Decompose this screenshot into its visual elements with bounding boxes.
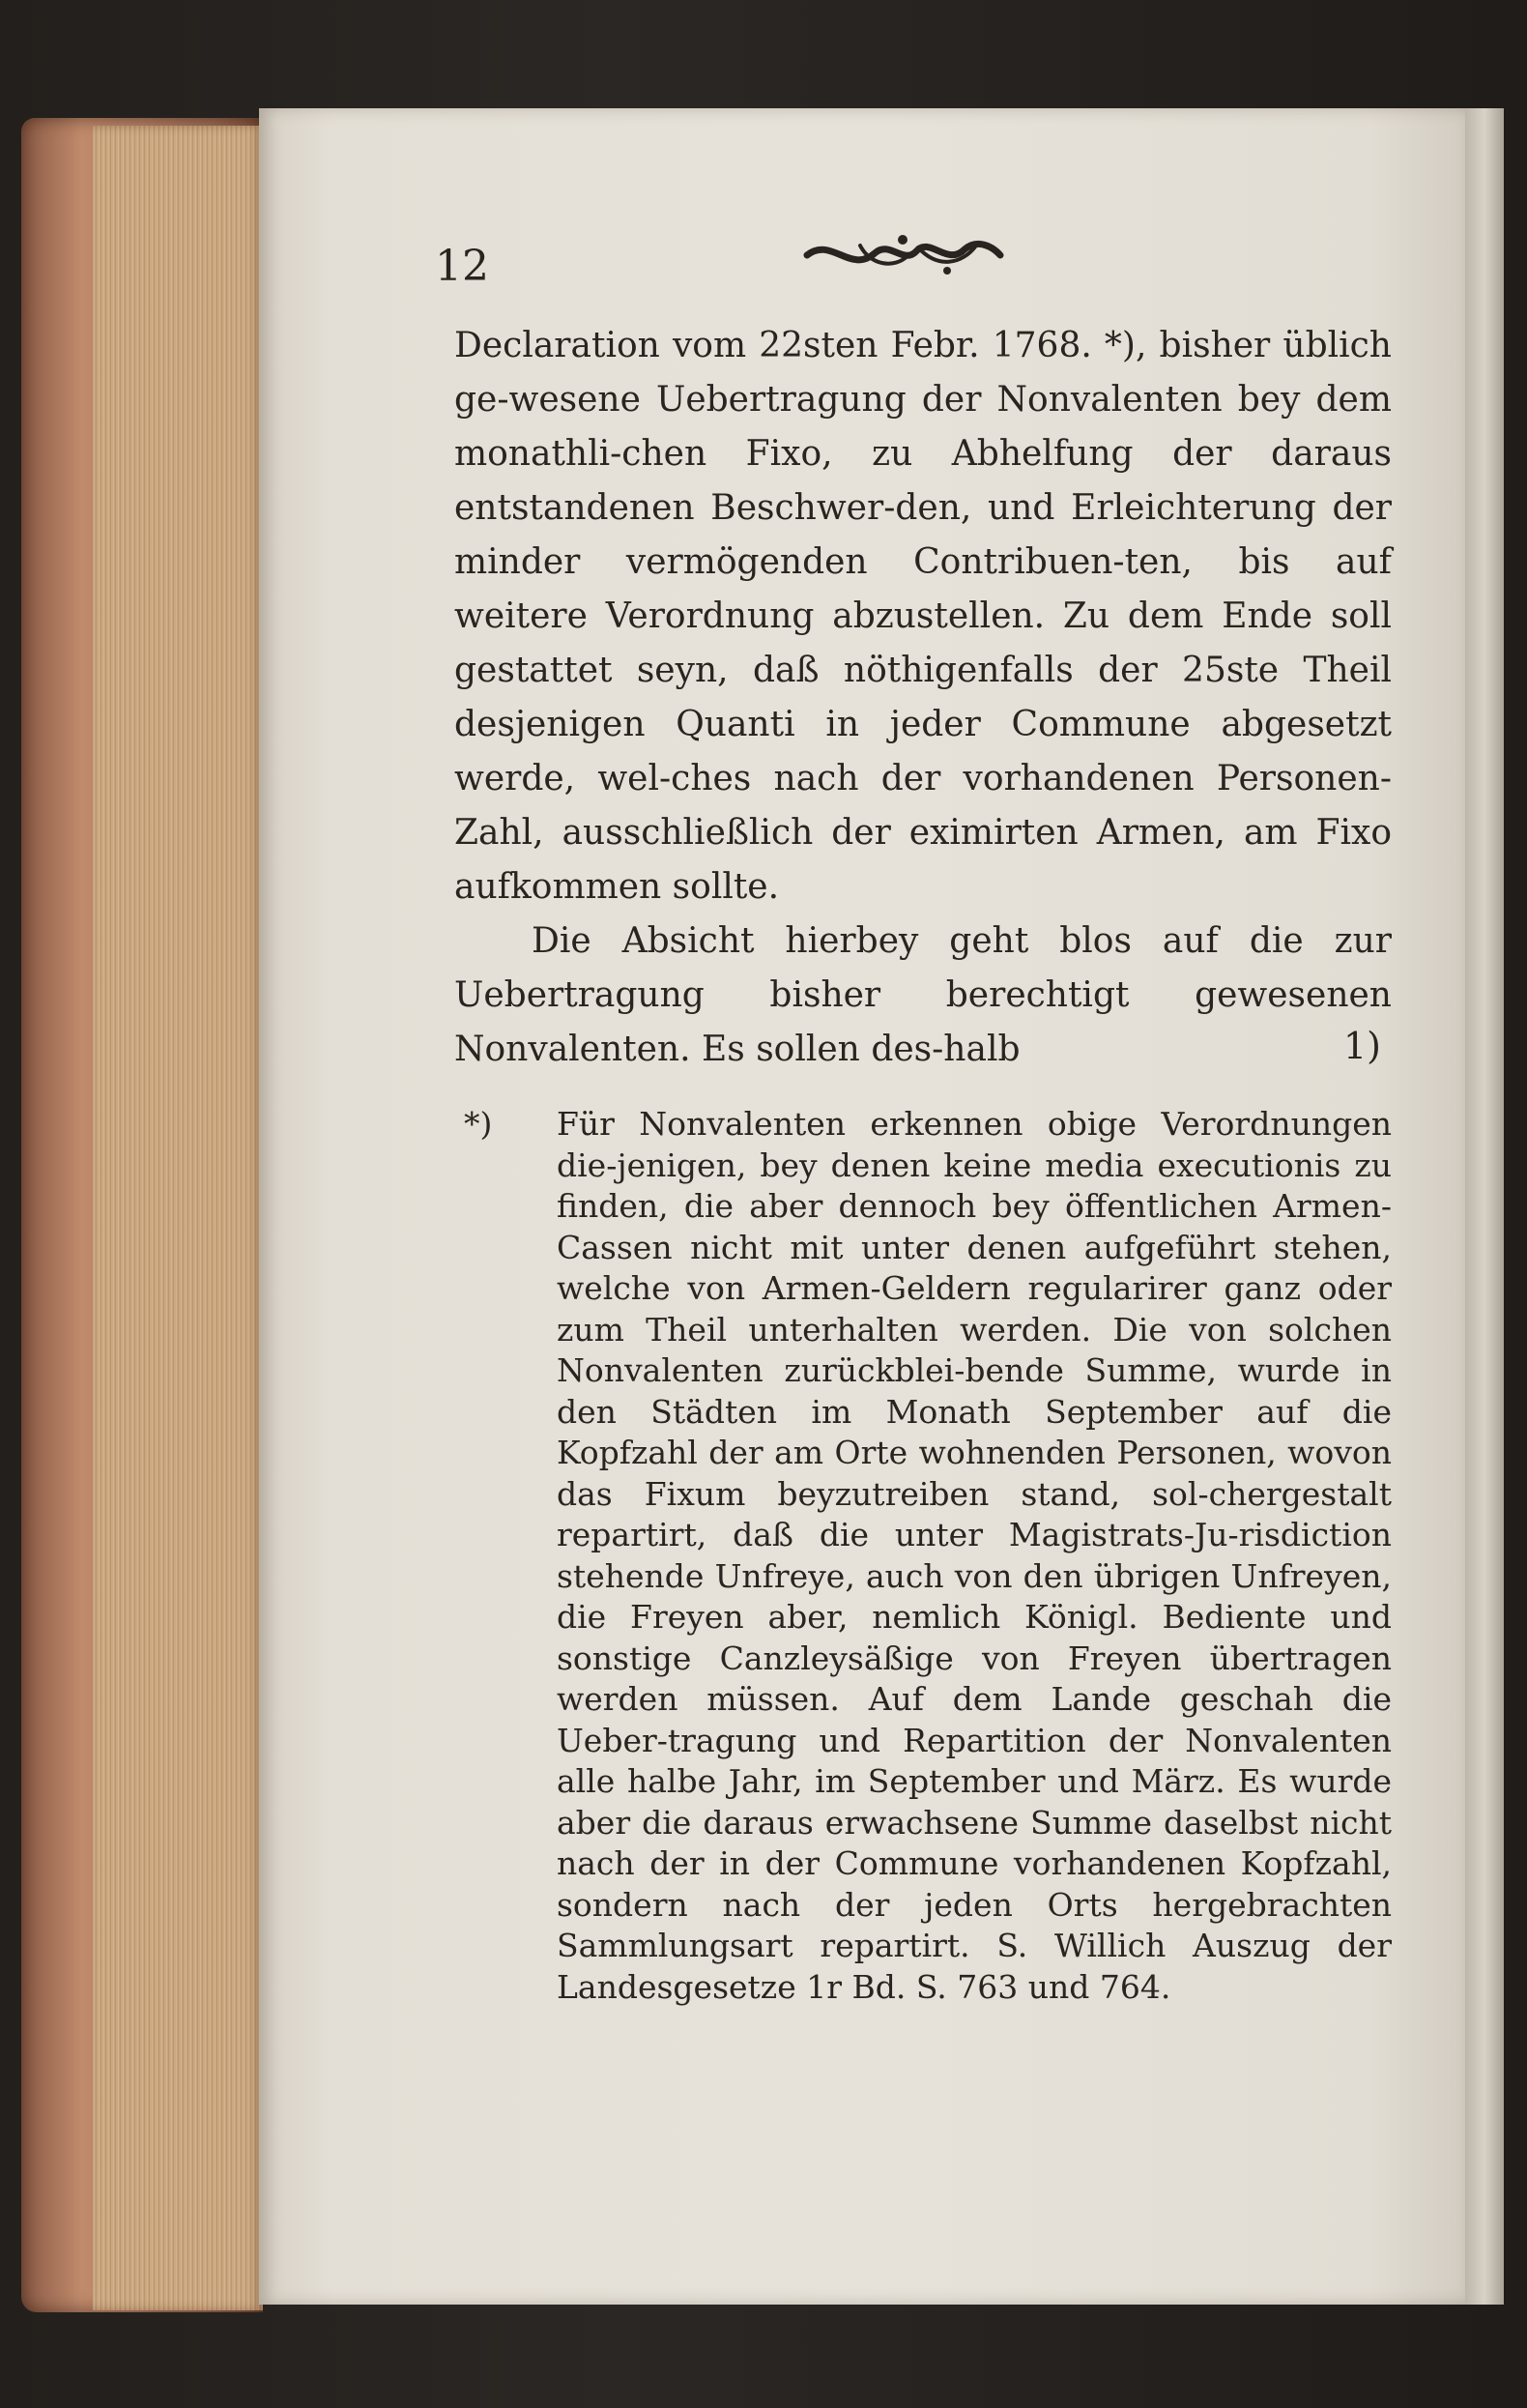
book-page-edges [93,126,263,2310]
page-number: 12 [435,242,489,291]
main-text [454,319,1392,1077]
footnote [464,1104,1392,2008]
page-right-edge [1465,108,1504,2305]
paragraph-2: Die Absicht hierbey geht blos auf die zur Uebertragung bisher berechtigt gewesenen Nonvalenten. Es sollen des-halb [454,921,1392,1069]
footnote-text: Für Nonvalenten erkennen obige Verordnungen die-jenigen, bey denen keine media executionis zu finden, die aber dennoch bey öffentlichen Armen-Cassen nicht mit unter denen aufgeführt stehen, welche von Armen-Geldern regularirer ganz oder zum Theil unterhalten werden. Die von solchen Nonvalenten zurückblei-bende Summe, wurde in den Städten im Monath September auf die Kopfzahl der am Orte wohnenden Personen, wovon das Fixum beyzutreiben stand, sol-chergestalt repartirt, daß die unter Magistrats-Ju-risdiction stehende Unfreye, auch von den übrigen Unfreyen, die Freyen aber, nemlich Königl. Bediente und sonstige Canzleysäßige von Freyen übertragen werden müssen. Auf dem Lande geschah die Ueber-tragung und Repartition der Nonvalenten alle halbe Jahr, im September und März. Es wurde aber die daraus erwachsene Summe daselbst nicht nach der in der Commune vorhandenen Kopfzahl, sondern nach der jeden Orts hergebrachten Sammlungsart repartirt. S. Willich Auszug der Landesgesetze 1r Bd. S. 763 und 764. [557,1105,1392,2006]
ornament-icon [802,226,1005,280]
catchword: 1) [1343,1025,1382,1067]
paragraph-1: Declaration vom 22sten Febr. 1768. *), bisher üblich ge-wesene Uebertragung der Nonvalenten bey dem monathli-chen Fixo, zu Abhelfung der daraus entstandenen Beschwer-den, und Erleichterung der minder vermögenden Contribuen-ten, bis auf weitere Verordnung abzustellen. Zu dem Ende soll gestattet seyn, daß nöthigenfalls der 25ste Theil desjenigen Quanti in jeder Commune abgesetzt werde, wel-ches nach der vorhandenen Personen-Zahl, ausschließlich der eximirten Armen, am Fixo aufkommen sollte. [454,326,1392,907]
footnote-marker: *) [464,1105,493,1143]
